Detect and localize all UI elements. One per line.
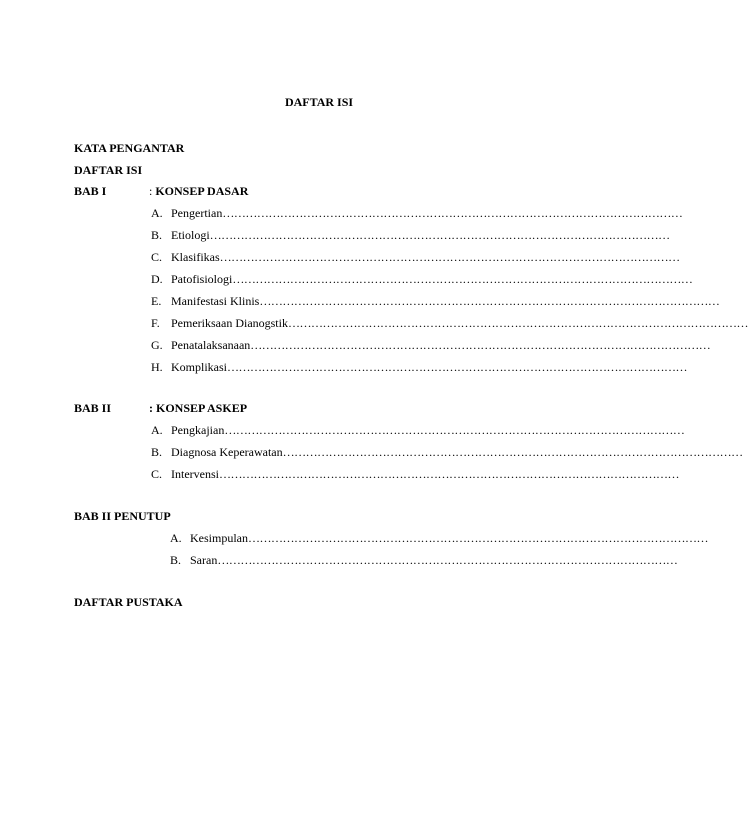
bab1-item [151,294,720,310]
bab2-item-letter: A. [151,423,163,437]
bab2-item-letter: B. [151,445,163,459]
bab3-item-leader: ………………………………………………………………………………………………………… [248,531,708,545]
bab3-label: BAB II PENUTUP [74,509,171,523]
bab1-item [151,250,680,266]
page-title: DAFTAR ISI [284,95,354,109]
bab2-title-text: KONSEP ASKEP [156,401,248,415]
bab1-item-leader: ………………………………………………………………………………………………………… [232,272,693,286]
bab1-item-leader: ………………………………………………………………………………………………………… [209,228,670,242]
bab2-item-letter: C. [151,467,163,481]
bab2-item-leader: ………………………………………………………………………………………………………… [282,445,743,459]
bab1-item [151,228,670,244]
bab1-item-leader: ………………………………………………………………………………………………………… [222,206,683,220]
bab3-item-leader: ………………………………………………………………………………………………………… [217,553,678,567]
bab1-item-letter: B. [151,228,163,242]
bab3-item-letter: B. [170,553,182,567]
bab1-item-text: Klasifikas [171,250,220,264]
bab1-item-letter: H. [151,360,163,374]
bab1-colon: : [149,184,153,198]
bab1-item [151,338,711,354]
bab2-item-text: Pengkajian [171,423,225,437]
bab1-item-letter: C. [151,250,163,264]
bab1-label: BAB I [74,184,107,198]
bab3-item-letter: A. [170,531,182,545]
bab1-item-text: Pengertian [171,206,223,220]
bab1-item-text: Manifestasi Klinis [171,294,260,308]
bab1-item [151,272,693,288]
heading-kata-pengantar: KATA PENGANTAR [74,141,185,155]
heading-daftar-pustaka: DAFTAR PUSTAKA [74,595,183,609]
bab2-item [151,467,679,483]
bab1-item-letter: A. [151,206,163,220]
bab1-item [151,360,687,376]
bab1-item-text: Komplikasi [171,360,227,374]
bab1-item-letter: D. [151,272,163,286]
bab1-item-leader: ………………………………………………………………………………………………………… [227,360,687,374]
bab1-item-leader: ………………………………………………………………………………………………………… [219,250,680,264]
bab1-item-letter: G. [151,338,163,352]
bab2-item-leader: ………………………………………………………………………………………………………… [218,467,679,481]
bab2-item [151,423,685,439]
bab1-item [151,316,748,332]
bab3-item [170,531,708,547]
bab1-title [149,184,248,199]
bab1-item-letter: F. [151,316,160,330]
bab1-item-leader: ………………………………………………………………………………………………………… [287,316,748,330]
bab1-item-text: Patofisiologi [171,272,233,286]
bab1-item-letter: E. [151,294,162,308]
bab1-item-text: Etiologi [171,228,210,242]
bab1-title-text: KONSEP DASAR [155,184,249,198]
bab1-item-leader: ………………………………………………………………………………………………………… [250,338,711,352]
bab2-item-leader: ………………………………………………………………………………………………………… [224,423,685,437]
bab3-item-text: Saran [190,553,218,567]
bab2-item-text: Intervensi [171,467,219,481]
bab2-item [151,445,743,461]
bab2-colon: : [149,401,153,415]
bab1-item [151,206,683,222]
bab2-title [149,401,247,416]
bab3-item-text: Kesimpulan [190,531,248,545]
bab1-item-text: Pemeriksaan Dianogstik [171,316,288,330]
bab3-item [170,553,678,569]
bab1-item-text: Penatalaksanaan [171,338,251,352]
heading-daftar-isi: DAFTAR ISI [74,163,143,177]
bab1-item-leader: ………………………………………………………………………………………………………… [259,294,720,308]
bab2-label: BAB II [74,401,112,415]
bab2-item-text: Diagnosa Keperawatan [171,445,283,459]
